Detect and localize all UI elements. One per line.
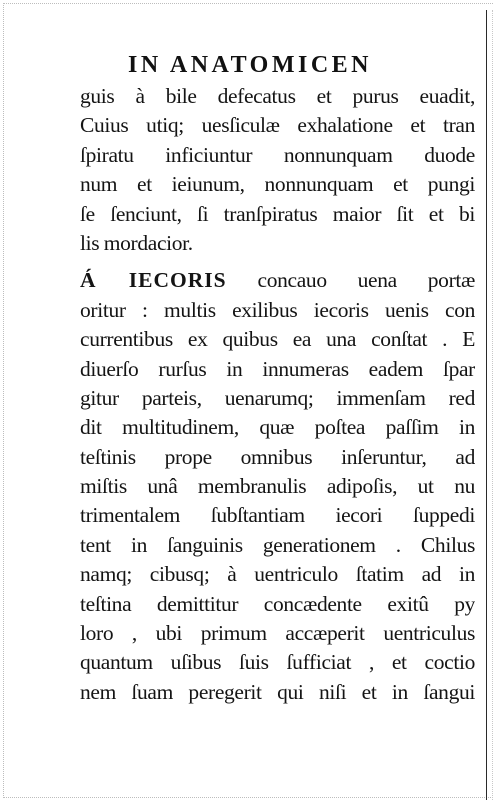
- text-line: lis mordacior.: [80, 230, 193, 255]
- text-line: currentibus ex quibus ea una conſtat . E: [80, 327, 475, 352]
- page-outer-edge: [492, 10, 493, 800]
- paragraph-gap: [80, 258, 475, 266]
- text-line: gitur parteis, uenarumq; immenſam red: [80, 385, 475, 410]
- text-line: teſtina demittitur concædente exitû py: [80, 591, 475, 616]
- paragraph-first-line-rest: concauo uena portæ: [226, 268, 475, 293]
- paragraph-1: [80, 82, 475, 258]
- text-line: guis à bile defecatus et purus euadit,: [80, 84, 475, 108]
- text-line: namq; cibusq; à uentriculo ſtatim ad in: [80, 562, 475, 587]
- running-head: IN ANATOMICEN: [128, 52, 372, 78]
- text-line: ſe ſenciunt, ſi tranſpiratus maior ſit et bi: [80, 201, 475, 226]
- text-line: quantum uſibus ſuis ſufficiat , et coctio: [80, 650, 475, 675]
- text-line: num et ieiunum, nonnunquam et pungi: [80, 172, 475, 197]
- text-line: dit multitudinem, quæ poſtea paſſim in: [80, 415, 475, 440]
- body-text: [80, 82, 475, 707]
- text-line: diuerſo rurſus in innumeras eadem ſpar: [80, 356, 475, 381]
- text-line: Cuius utiq; uesſiculæ exhalatione et tran: [80, 113, 475, 138]
- text-line: ſpiratu inficiuntur nonnunquam duode: [80, 142, 475, 167]
- text-line-first: [80, 266, 475, 295]
- paragraph-lead-words: Á IECORIS: [80, 268, 227, 293]
- text-line: teſtinis prope omnibus inſeruntur, ad: [80, 444, 475, 469]
- text-line: trimentalem ſubſtantiam iecori ſuppedi: [80, 503, 475, 528]
- text-line: oritur : multis exilibus iecoris uenis con: [80, 297, 475, 322]
- paragraph-2: [80, 266, 475, 707]
- text-line: tent in ſanguinis generationem . Chilus: [80, 532, 475, 557]
- text-line: loro , ubi primum accæperit uentriculus: [80, 621, 475, 646]
- text-line: nem ſuam peregerit qui niſi et in ſangui: [80, 679, 475, 704]
- page-gutter-edge: [486, 10, 487, 800]
- text-line: miſtis unâ membranulis adipoſis, ut nu: [80, 474, 475, 499]
